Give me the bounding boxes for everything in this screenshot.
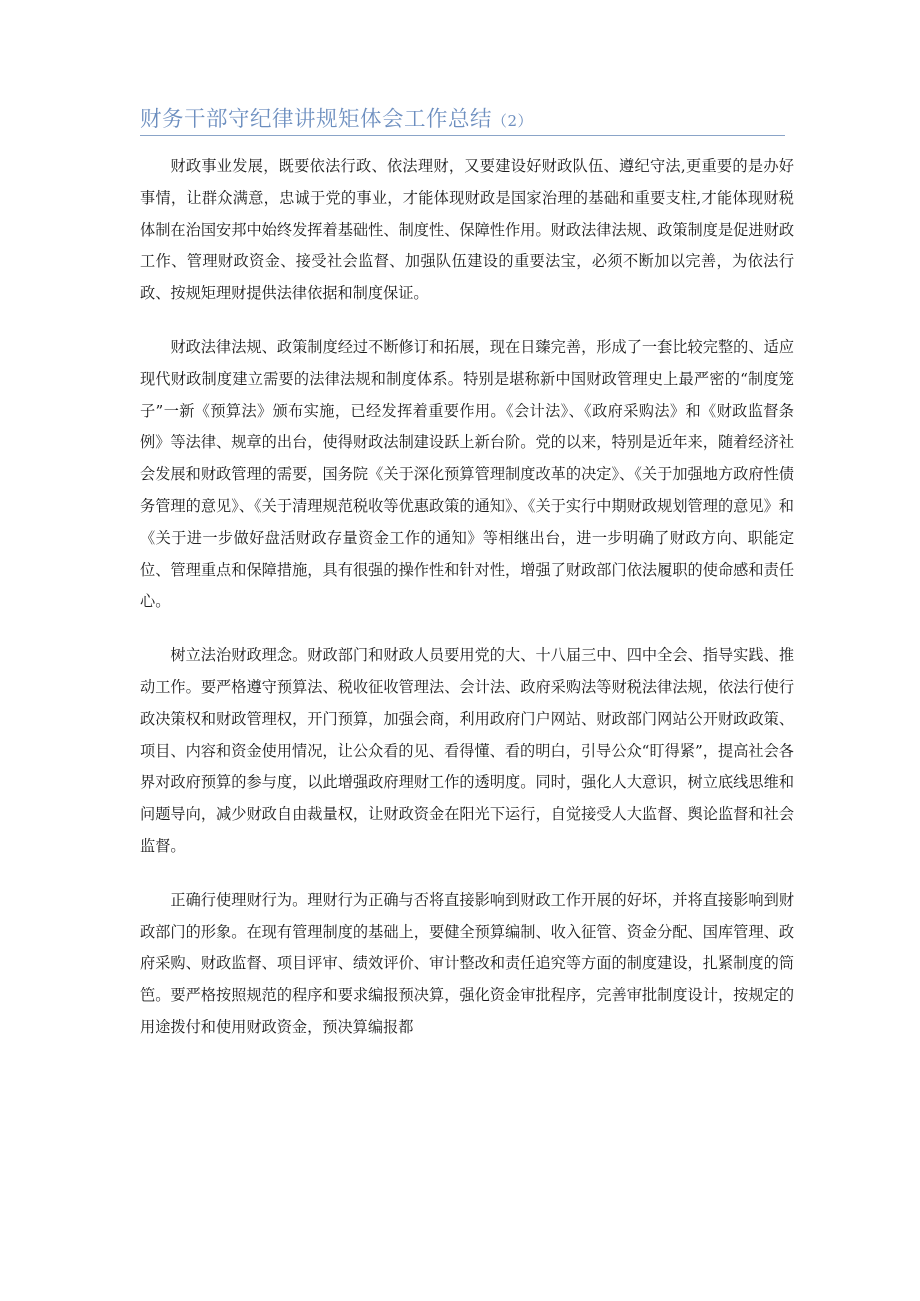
- paragraph: 正确行使理财行为。理财行为正确与否将直接影响到财政工作开展的好坏，并将直接影响到财政部门的形象。在现有管理制度的基础上，要健全预算编制、收入征管、资金分配、国库管理、政府采购、财政监督、项目评审、绩效评价、审计整改和责任追究等方面的制度建设，扎紧制度的筒笆。要严格按照规范的程序和要求编报预决算，强化资金审批程序，完善审批制度设计，按规定的用途拨付和使用财政资金，预决算编报都: [140, 890, 794, 1036]
- document-title: [140, 106, 780, 135]
- title-underline: [140, 135, 785, 136]
- paragraph: 财政法律法规、政策制度经过不断修订和拓展，现在日臻完善，形成了一套比较完整的、适应现代财政制度建立需要的法律法规和制度体系。特别是堪称新中国财政管理史上最严密的“制度笼子”一新《预算法》颁布实施，已经发挥着重要作用。《会计法》、《政府采购法》和《财政监督条例》等法律、规章的出台，使得财政法制建设跃上新台阶。党的以来，特别是近年来，随着经济社会发展和财政管理的需要，国务院《关于深化预算管理制度改革的决定》、《关于加强地方政府性债务管理的意见》、《关于清理规范税收等优惠政策的通知》、《关于实行中期财政规划管理的意见》和《关于进一步做好盘活财政存量资金工作的通知》等相继出台，进一步明确了财政方向、职能定位、管理重点和保障措施，具有很强的操作性和针对性，增强了财政部门依法履职的使命感和责任心。: [140, 337, 794, 611]
- paragraph: 树立法治财政理念。财政部门和财政人员要用党的大、十八届三中、四中全会、指导实践、推动工作。要严格遵守预算法、税收征收管理法、会计法、政府采购法等财税法律法规，依法行使行政决策权和财政管理权，开门预算，加强会商，利用政府门户网站、财政部门网站公开财政政策、项目、内容和资金使用情况，让公众看的见、看得懂、看的明白，引导公众“盯得紧”，提高社会各界对政府预算的参与度，以此增强政府理财工作的透明度。同时，强化人大意识，树立底线思维和问题导向，减少财政自由裁量权，让财政资金在阳光下运行，自觉接受人大监督、舆论监督和社会监督。: [140, 646, 794, 855]
- title-text: 财务干部守纪律讲规矩体会工作总结: [140, 107, 493, 132]
- document-body: [140, 151, 794, 1066]
- title-number: （2）: [492, 112, 534, 130]
- paragraph: 财政事业发展，既要依法行政、依法理财，又要建设好财政队伍、遵纪守法,更重要的是办好事情，让群众满意，忠诚于党的事业，才能体现财政是国家治理的基础和重要支柱,才能体现财税体制在治国安邦中始终发挥着基础性、制度性、保障性作用。财政法律法规、政策制度是促进财政工作、管理财政资金、接受社会监督、加强队伍建设的重要法宝，必须不断加以完善，为依法行政、按规矩理财提供法律依据和制度保证。: [140, 157, 794, 303]
